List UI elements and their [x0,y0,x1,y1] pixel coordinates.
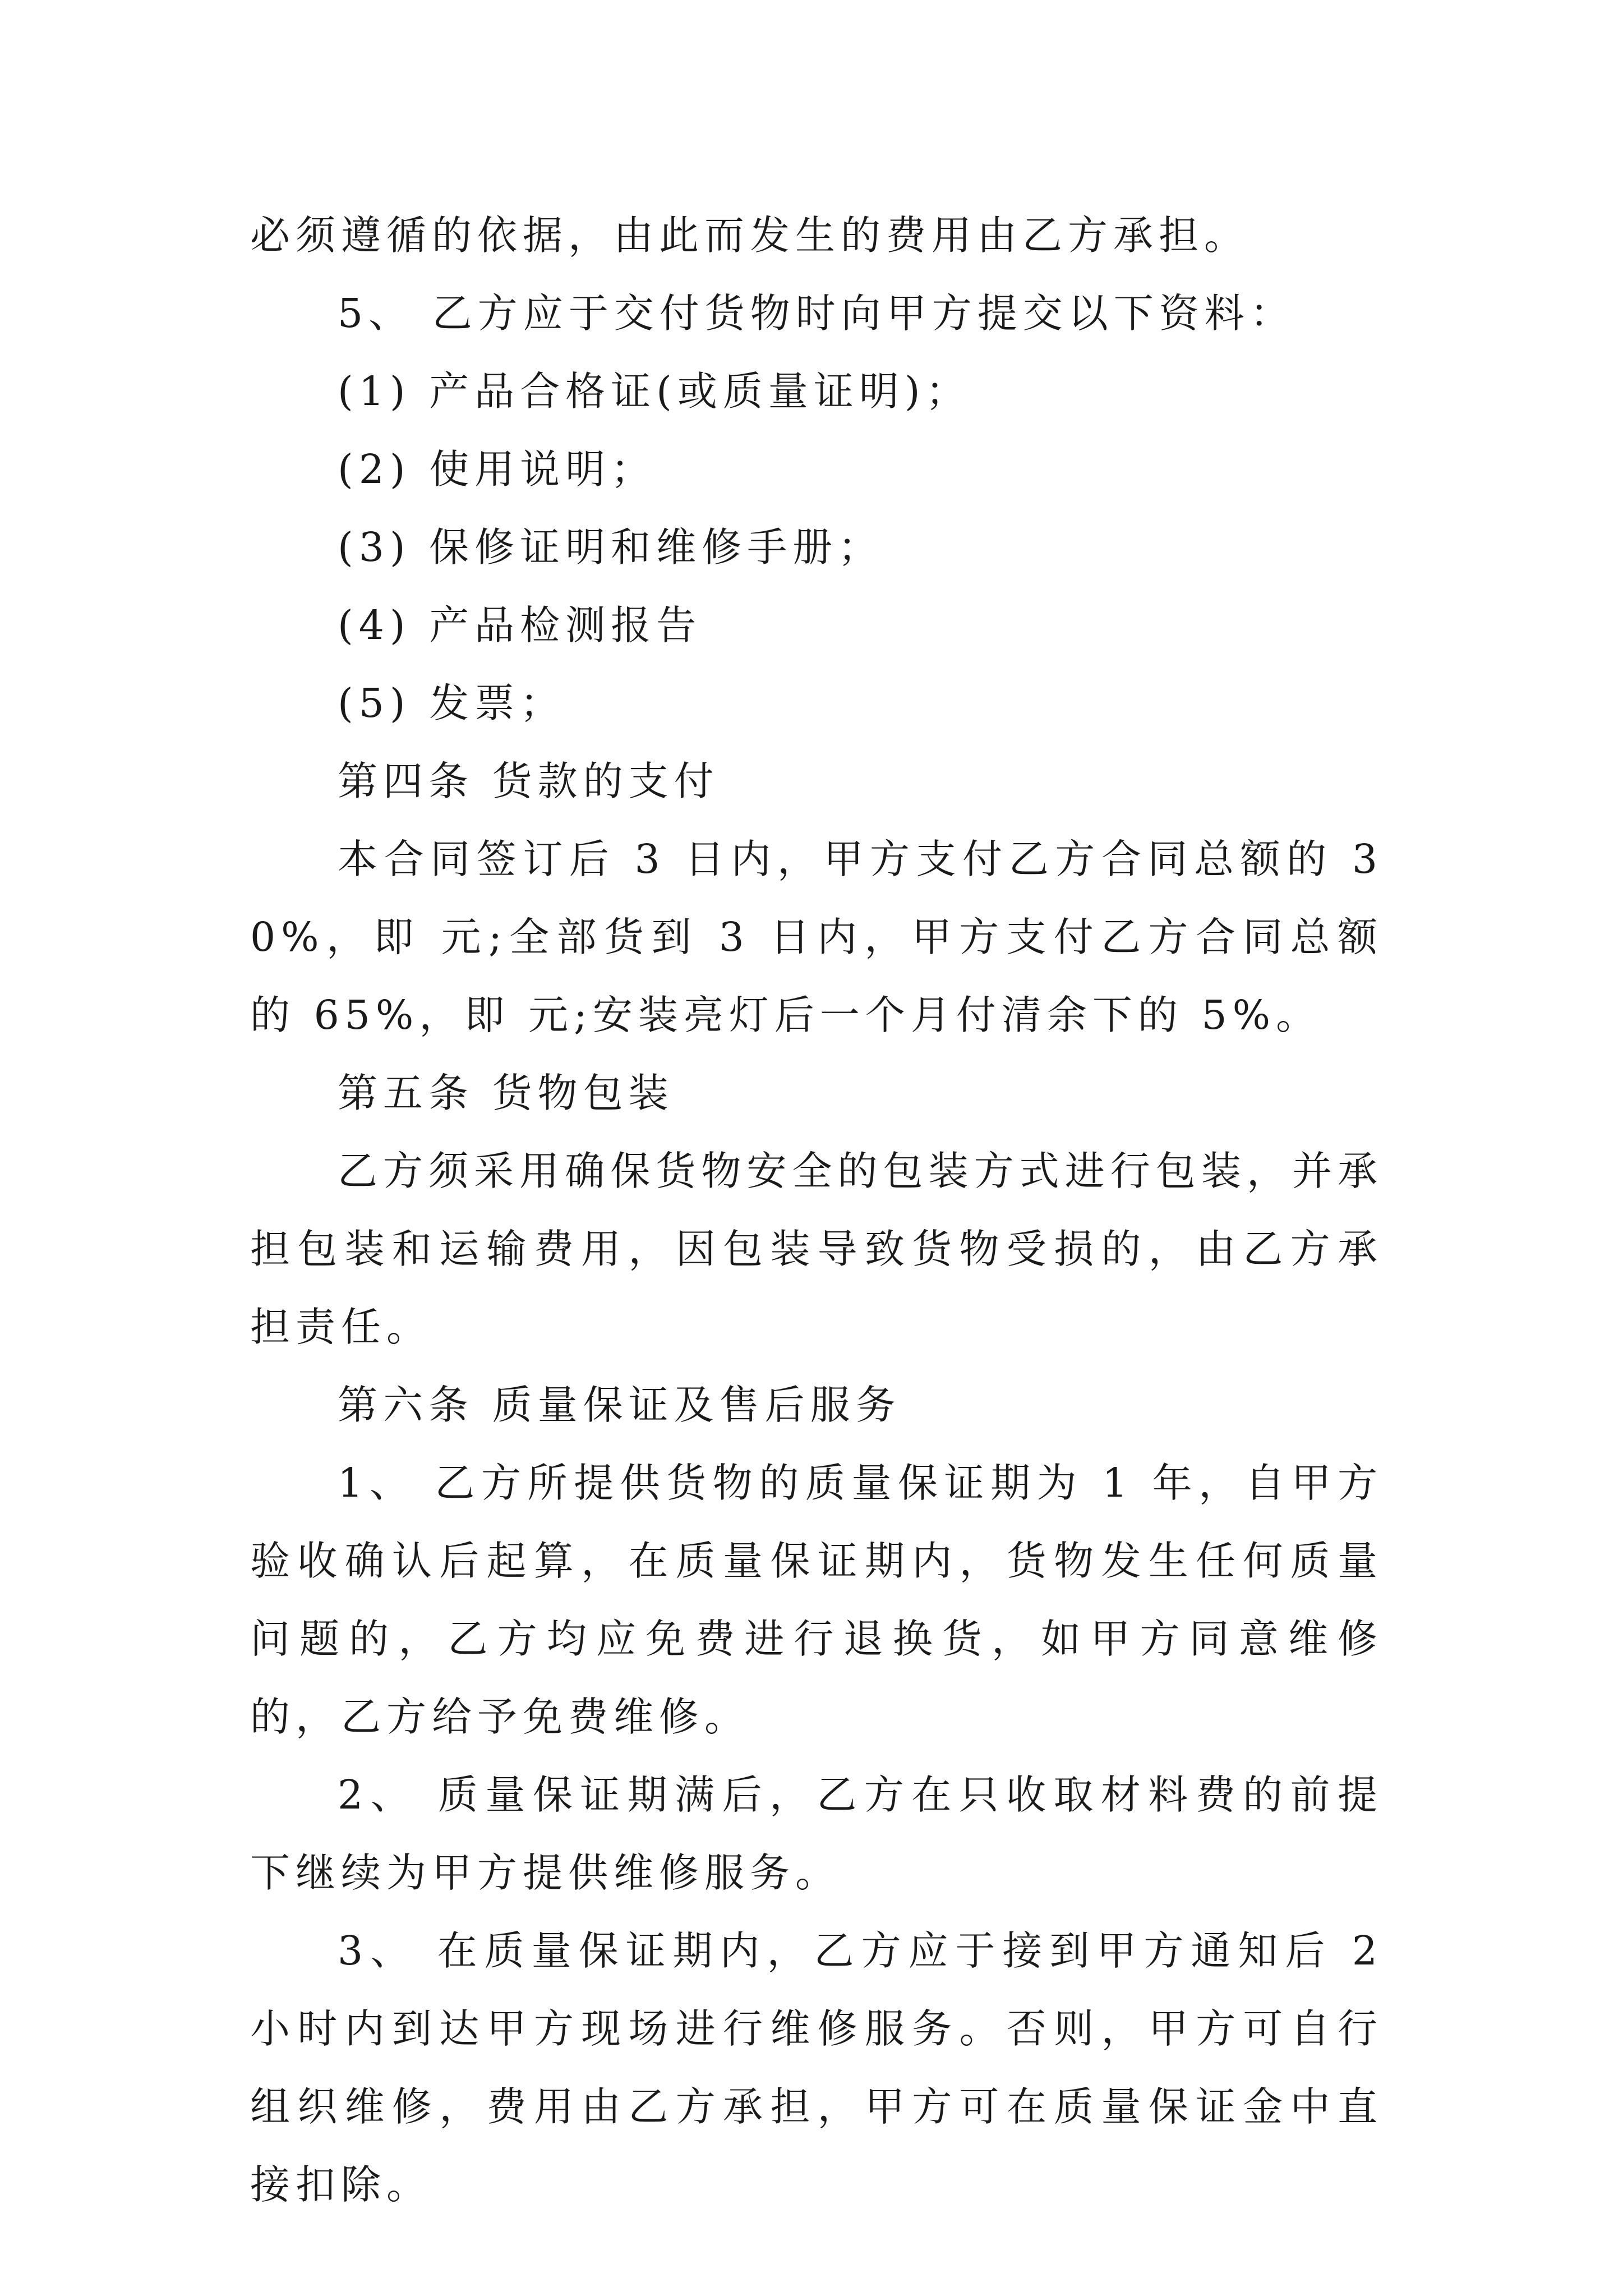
paragraph-payment-terms: 本合同签订后 3 日内，甲方支付乙方合同总额的 30%，即 元;全部货到 3 日内，甲方支付乙方合同总额的 65%，即 元;安装亮灯后一个月付清余下的 5%。 [250,836,1383,1038]
paragraph-warranty-1: 1、 乙方所提供货物的质量保证期为 1 年，自甲方验收确认后起算，在质量保证期内，货物发生任何质量问题的，乙方均应免费进行退换货，如甲方同意维修的，乙方给予免费维修。 [250,1460,1383,1740]
section-heading-article-6: 第六条 质量保证及售后服务 [338,1382,901,1428]
paragraph-warranty-3: 3、 在质量保证期内，乙方应于接到甲方通知后 2 小时内到达甲方现场进行维修服务。否则，甲方可自行组织维修，费用由乙方承担，甲方可在质量保证金中直接扣除。 [250,1927,1383,2208]
list-item-3: (3) 保修证明和维修手册； [338,524,884,570]
list-item-1: (1) 产品合格证(或质量证明)； [338,368,971,415]
list-item-2: (2) 使用说明； [338,446,657,493]
paragraph-continuation: 必须遵循的依据，由此而发生的费用由乙方承担。 [250,212,1250,259]
list-item-4: (4) 产品检测报告 [338,602,702,648]
document-body [250,196,1383,2224]
paragraph-packaging: 乙方须采用确保货物安全的包装方式进行包装，并承担包装和运输费用，因包装导致货物受损的，由乙方承担责任。 [250,1148,1383,1350]
section-heading-article-4: 第四条 货款的支付 [338,758,720,804]
list-item-5: (5) 发票； [338,680,566,726]
paragraph-warranty-2: 2、 质量保证期满后，乙方在只收取材料费的前提下继续为甲方提供维修服务。 [250,1772,1383,1896]
section-heading-article-5: 第五条 货物包装 [338,1070,674,1116]
paragraph-item-5: 5、 乙方应于交付货物时向甲方提交以下资料： [338,290,1295,337]
